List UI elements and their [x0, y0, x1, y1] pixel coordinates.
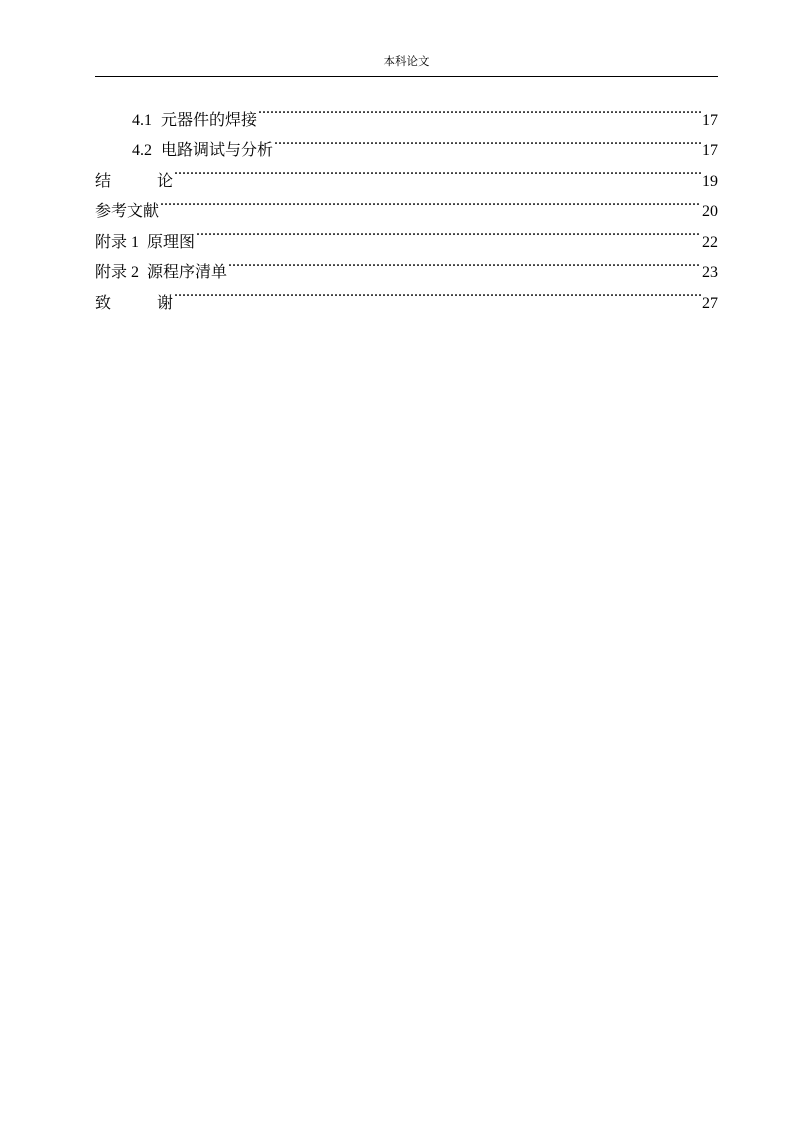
toc-entry-number: 4.2 — [132, 142, 152, 159]
toc-entry[interactable] — [95, 186, 718, 220]
page-header: 本科论文 — [383, 56, 430, 68]
toc-entry[interactable] — [95, 216, 718, 251]
toc-entry-page: 17 — [702, 111, 718, 129]
toc-leader-dots — [258, 94, 701, 125]
header-rule — [95, 76, 718, 77]
toc-entry-title-part: 致 — [95, 294, 112, 312]
toc-leader-dots — [274, 125, 701, 156]
toc-entry-title-part: 论 — [156, 172, 173, 190]
toc-entry-page: 27 — [702, 294, 718, 312]
toc-entry-page: 19 — [702, 172, 718, 190]
toc-entry-title — [95, 289, 173, 320]
toc-entry-title: 元器件的焊接 — [161, 111, 258, 129]
toc-entry-title: 参考文献 — [95, 203, 160, 220]
toc-entry-page: 20 — [702, 203, 718, 220]
toc-leader-dots — [174, 155, 701, 186]
toc-entry-number: 4.1 — [132, 111, 152, 129]
toc-entry-page: 17 — [702, 142, 718, 159]
toc-entry-page: 22 — [702, 233, 718, 251]
toc-entry[interactable] — [95, 94, 718, 129]
toc-entry-title-part: 谢 — [156, 294, 173, 312]
toc-entry[interactable] — [95, 155, 718, 190]
toc-entry-title-part: 结 — [95, 172, 112, 190]
toc-entry-title: 附录 1 原理图 — [95, 233, 196, 251]
toc-entry-page: 23 — [702, 264, 718, 281]
toc-leader-dots — [196, 216, 701, 247]
toc-leader-dots — [174, 277, 701, 308]
toc-entry-title: 附录 2 源程序清单 — [95, 264, 228, 281]
table-of-contents — [95, 94, 718, 312]
toc-leader-dots — [228, 247, 701, 278]
toc-entry[interactable] — [95, 277, 718, 312]
toc-entry-title: 电路调试与分析 — [161, 142, 274, 159]
toc-leader-dots — [160, 186, 701, 217]
